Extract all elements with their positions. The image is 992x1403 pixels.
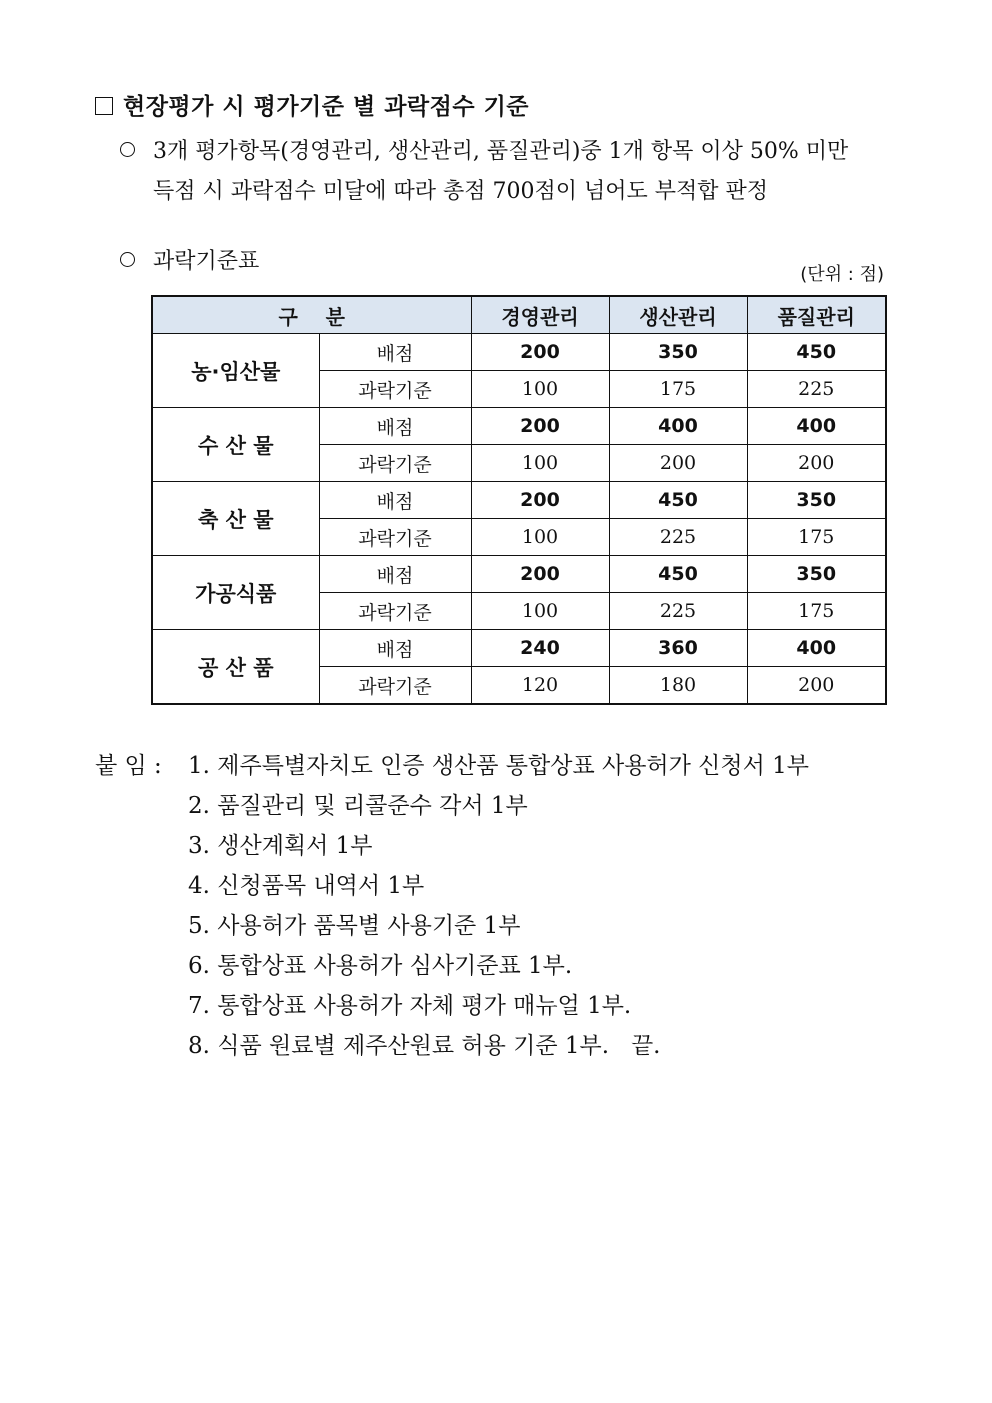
list-item xyxy=(95,946,809,986)
table-cell: 400 xyxy=(747,408,886,445)
header-category: 구 분 xyxy=(152,296,471,334)
attachments-list xyxy=(95,746,809,1066)
table-row xyxy=(152,408,886,445)
table-cell: 450 xyxy=(609,556,747,593)
list-item xyxy=(95,866,809,906)
row-label: 과락기준 xyxy=(319,519,471,556)
bullet1-line1: 3개 평가항목(경영관리, 생산관리, 품질관리)중 1개 항목 이상 50% 미만 xyxy=(153,139,849,164)
table-cell: 200 xyxy=(747,667,886,705)
table-cell: 450 xyxy=(609,482,747,519)
table-cell: 175 xyxy=(747,593,886,630)
attachment-item: 4. 신청품목 내역서 1부 xyxy=(188,873,425,899)
table-cell: 200 xyxy=(471,408,609,445)
bullet-criteria-description xyxy=(120,134,848,165)
row-label: 배점 xyxy=(319,630,471,667)
table-cell: 175 xyxy=(747,519,886,556)
list-item xyxy=(95,786,809,826)
table-cell: 350 xyxy=(609,334,747,371)
table-cell: 100 xyxy=(471,371,609,408)
bullet-criteria-table-title xyxy=(120,244,259,275)
table-cell: 225 xyxy=(609,593,747,630)
attachment-item: 2. 품질관리 및 리콜준수 각서 1부 xyxy=(188,793,528,819)
table-cell: 400 xyxy=(609,408,747,445)
circle-bullet-icon xyxy=(120,142,135,157)
list-item xyxy=(95,906,809,946)
attachment-item: 8. 식품 원료별 제주산원료 허용 기준 1부. 끝. xyxy=(188,1033,661,1059)
table-cell: 450 xyxy=(747,334,886,371)
table-cell: 200 xyxy=(609,445,747,482)
attachment-item: 6. 통합상표 사용허가 심사기준표 1부. xyxy=(188,953,573,979)
unit-note: (단위 : 점) xyxy=(800,264,884,285)
table-header-row xyxy=(152,296,886,334)
list-item xyxy=(95,746,809,786)
table-cell: 180 xyxy=(609,667,747,705)
row-label: 과락기준 xyxy=(319,371,471,408)
section-heading xyxy=(95,88,529,121)
row-label: 과락기준 xyxy=(319,667,471,705)
bullet1-line2: 득점 시 과락점수 미달에 따라 총점 700점이 넘어도 부적합 판정 xyxy=(153,179,768,204)
category-cell: 가공식품 xyxy=(152,556,319,630)
category-cell: 공 산 품 xyxy=(152,630,319,705)
table-row xyxy=(152,630,886,667)
header-production: 생산관리 xyxy=(609,296,747,334)
list-item xyxy=(95,826,809,866)
table-row xyxy=(152,482,886,519)
table-row xyxy=(152,556,886,593)
header-quality: 품질관리 xyxy=(747,296,886,334)
table-cell: 200 xyxy=(471,334,609,371)
category-cell: 농·임산물 xyxy=(152,334,319,408)
list-item xyxy=(95,1026,809,1066)
table-cell: 200 xyxy=(471,556,609,593)
category-cell: 축 산 물 xyxy=(152,482,319,556)
table-row xyxy=(152,334,886,371)
table-cell: 225 xyxy=(609,519,747,556)
table-cell: 360 xyxy=(609,630,747,667)
criteria-table xyxy=(151,295,887,705)
attachment-item: 5. 사용허가 품목별 사용기준 1부 xyxy=(188,913,521,939)
table-cell: 350 xyxy=(747,556,886,593)
attachment-item: 3. 생산계획서 1부 xyxy=(188,833,373,859)
table-cell: 240 xyxy=(471,630,609,667)
row-label: 배점 xyxy=(319,334,471,371)
table-cell: 100 xyxy=(471,593,609,630)
bullet2-text: 과락기준표 xyxy=(153,249,260,274)
row-label: 배점 xyxy=(319,556,471,593)
header-management: 경영관리 xyxy=(471,296,609,334)
table-cell: 100 xyxy=(471,445,609,482)
table-cell: 350 xyxy=(747,482,886,519)
row-label: 과락기준 xyxy=(319,445,471,482)
list-item xyxy=(95,986,809,1026)
table-cell: 100 xyxy=(471,519,609,556)
category-cell: 수 산 물 xyxy=(152,408,319,482)
table-cell: 400 xyxy=(747,630,886,667)
row-label: 과락기준 xyxy=(319,593,471,630)
section-heading-text: 현장평가 시 평가기준 별 과락점수 기준 xyxy=(123,94,530,120)
attachment-item: 7. 통합상표 사용허가 자체 평가 매뉴얼 1부. xyxy=(188,993,632,1019)
table-cell: 200 xyxy=(471,482,609,519)
row-label: 배점 xyxy=(319,408,471,445)
row-label: 배점 xyxy=(319,482,471,519)
circle-bullet-icon xyxy=(120,252,135,267)
table-cell: 200 xyxy=(747,445,886,482)
attachment-item: 1. 제주특별자치도 인증 생산품 통합상표 사용허가 신청서 1부 xyxy=(188,753,809,779)
attachments-label: 붙 임 : xyxy=(95,753,162,779)
checkbox-square-icon xyxy=(95,97,113,115)
table-cell: 175 xyxy=(609,371,747,408)
table-cell: 225 xyxy=(747,371,886,408)
table-cell: 120 xyxy=(471,667,609,705)
